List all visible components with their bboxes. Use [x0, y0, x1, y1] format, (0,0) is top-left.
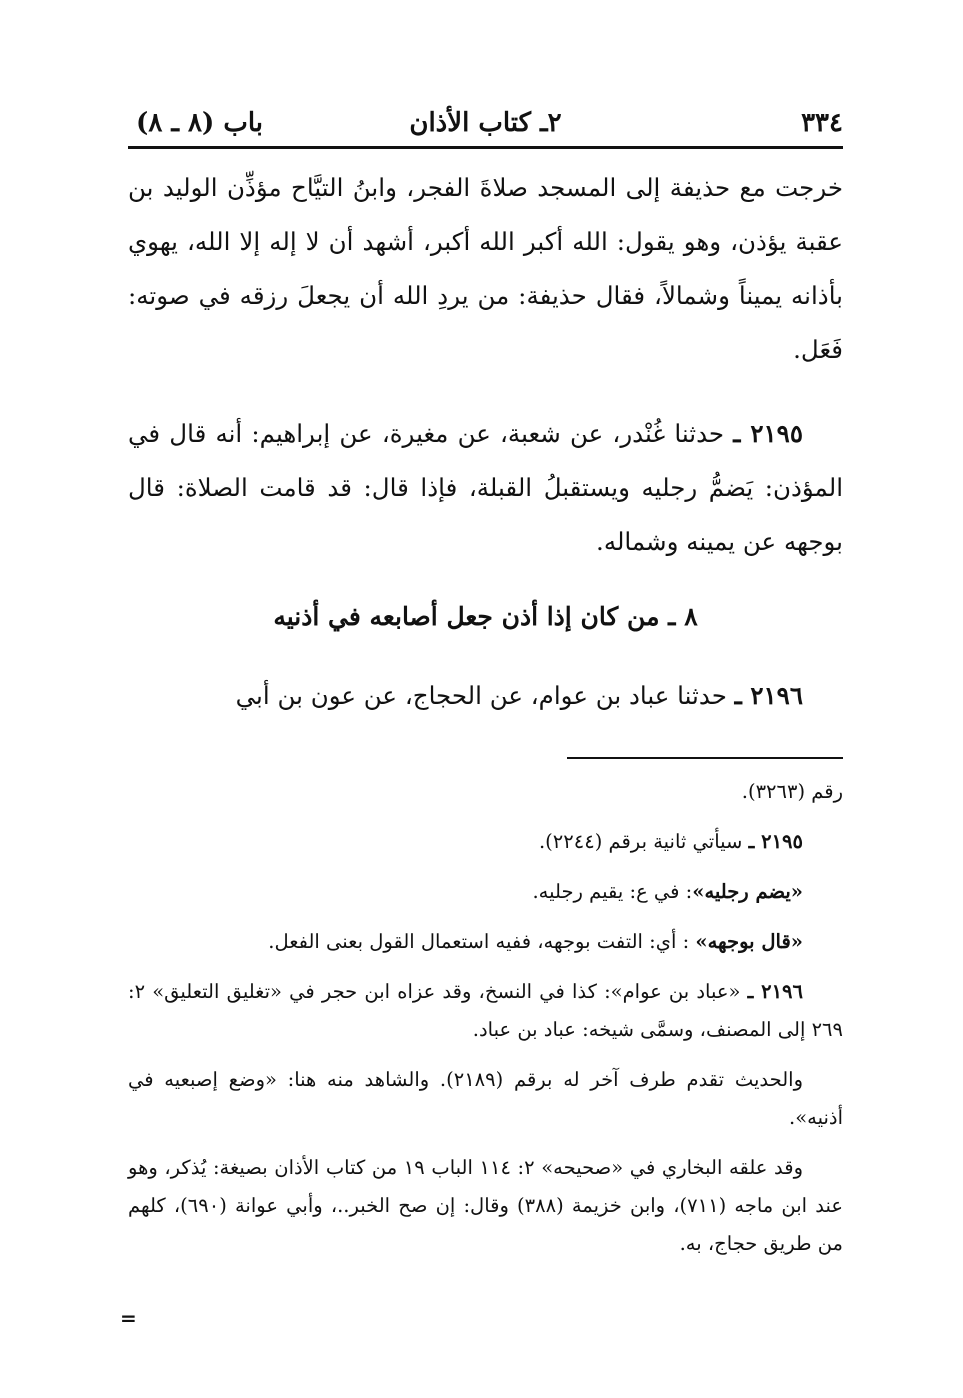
footnote-separator: [567, 757, 843, 759]
footnote-continuation: رقم (٣٢٦٣).: [741, 780, 843, 803]
footnote-2196-note-c: وقد علقه البخاري في «صحيحه» ٢: ١١٤ الباب ١٩ من كتاب الأذان بصيغة: يُذكر، وهو عند ابن ماجه (٧١١)، وابن خزيمة (٣٨٨) وقال: إن صح الخبر..، وأبي عوانة (٦٩٠)، كلهم من طريق حجاج، به.: [128, 1156, 844, 1255]
footnote-number: ٢١٩٥ ـ: [748, 830, 803, 853]
footnote-continues-mark: =: [120, 1306, 137, 1330]
hadith-text: حدثنا عباد بن عوام، عن الحجاج، عن عون بن أبي: [235, 681, 727, 710]
book-title: ٢ـ كتاب الأذان: [409, 108, 562, 138]
hadith-text: حدثنا غُنْدر، عن شعبة، عن مغيرة، عن إبراهيم: أنه قال في المؤذن: يَضمُّ رجليه ويستقبلُ القبلة، فإذا قال: قد قامت الصلاة: قال بوجهه عن يمينه وشماله.: [128, 419, 843, 556]
footnote-2196: [128, 973, 843, 1049]
footnote-2195-note-c: [128, 923, 843, 961]
footnote-2196-note-b: والحديث تقدم طرف آخر له برقم (٢١٨٩). والشاهد منه هنا: «وضع إصبعيه في أذنيه».: [128, 1068, 843, 1129]
hadith-2196: [128, 669, 843, 723]
page-number: ٣٣٤: [801, 108, 843, 138]
footnote-text: «عباد بن عوام»: كذا في النسخ، وقد عزاه ابن حجر في «تغليق التعليق» ٢: ٢٦٩ إلى المصنف، وسمَّى شيخه: عباد بن عباد.: [128, 980, 843, 1041]
hadith-number: ٢١٩٦ ـ: [734, 681, 803, 710]
paragraph-continuation: خرجت مع حذيفة إلى المسجد صلاةَ الفجر، وابنُ التيَّاح مؤذِّن الوليد بن عقبة يؤذن، وهو يقول: الله أكبر الله أكبر، أشهد أن لا إله إلا الله، يهوي بأذانه يميناً وشمالاً، فقال حذيفة: من يردِ الله أن يجعلَ رزقه في صوته: فَعَل.: [128, 173, 843, 364]
footnote-quote: «يضم رجليه»: [692, 880, 803, 903]
section-title: ٨ ـ من كان إذا أذن جعل أصابعه في أذنيه: [273, 602, 698, 631]
footnote-text: : في ع: يقيم رجليه.: [532, 880, 693, 903]
hadith-2195: [128, 407, 843, 569]
page-header: [128, 100, 843, 140]
chapter-reference: باب (٨ ـ ٨): [136, 108, 263, 138]
hadith-number: ٢١٩٥ ـ: [733, 419, 803, 448]
header-rule: [128, 146, 843, 149]
footnote-2195-note-b: [128, 873, 843, 911]
footnote-quote: «قال بوجهه»: [695, 930, 803, 953]
footnote-text: : أي: التفت بوجهه، ففيه استعمال القول بعنى الفعل.: [268, 930, 696, 953]
footnote-number: ٢١٩٦ ـ: [747, 980, 803, 1003]
footnote-text: سيأتي ثانية برقم (٢٢٤٤).: [538, 830, 743, 853]
book-page: [128, 100, 843, 1263]
footnote-2195: [128, 823, 843, 861]
